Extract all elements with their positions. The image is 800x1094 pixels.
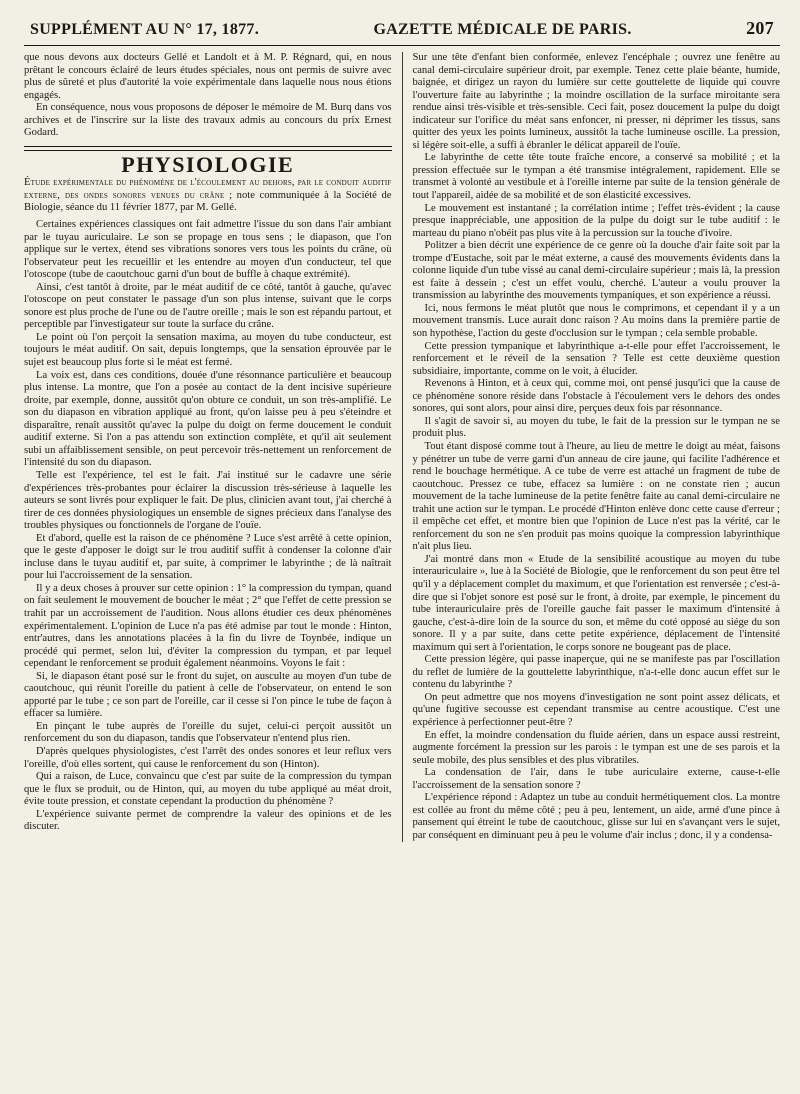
body-paragraph: D'après quelques physiologistes, c'est l'arrêt des ondes sonores et leur reflux vers l'oreille, d'où elles sortent, qui cause le renforcement du son (Hinton). — [24, 745, 392, 770]
section-divider — [24, 146, 392, 151]
body-paragraph: En pinçant le tube auprès de l'oreille du sujet, celui-ci perçoit aussitôt un renforcement du son du diapason, tandis que l'observateur n'entend plus rien. — [24, 720, 392, 745]
body-paragraph: Sur une tête d'enfant bien conformée, enlevez l'encéphale ; ouvrez une fenêtre au canal demi-circulaire supérieur droit, par exemple. Tenez cette plaie béante, humide, baignée, et dirigez un rayon du lumière sur cette gouttelette de liquide qui couvre l'ouverture faite au labyrinthe ; la moindre oscillation de la surface miroitante sera rendue ainsi très-visible et très-sensible. Ceci fait, posez doucement la pulpe du doigt indicateur sur l'orifice du méat sans enfoncer, ni presser, ni déprimer les tissus, sans quitter des yeux les points lumineux, aussitôt la tache lumineuse oscille. La pression, si légère soit-elle, a suffi à ébranler le délicat appareil de l'ouïe. — [412, 52, 780, 151]
body-paragraph: J'ai montré dans mon « Etude de la sensibilité acoustique au moyen du tube interauriculaire », lue à la Société de Biologie, que le renforcement du son peut être tel qu'il y a déplacement complet du maximum, et que l'orientation est renversée ; c'est-à-dire que si l'objet sonore est posé sur le front, à droite, par exemple, le pincement du tube interauriculaire près de l'oreille gauche fait passer le maximum d'intensité à gauche, c'est-à-dire loin de la source du son, et même du coté opposé au siége du son sonore. Il y a par suite, dans cette petite expérience, déplacement de l'intensité maximum qui sert à l'orientation, le corps sonore ne bougeant pas de place. — [412, 553, 780, 653]
left-body — [24, 219, 392, 834]
body-paragraph: En effet, la moindre condensation du fluide aérien, dans un espace aussi restreint, augmente forcément la pression sur les parois : le tympan est une de ses parois et la seule mobile, des plus sensibles et des plus vibratiles. — [412, 729, 780, 766]
body-paragraph: L'expérience suivante permet de comprendre la valeur des opinions et de les discuter. — [24, 808, 392, 833]
body-paragraph: On peut admettre que nos moyens d'investigation ne sont point assez délicats, et qu'une fugitive secousse est cependant transmise au centre acoustique. C'est une expérience à perfectionner peut-être ? — [412, 691, 780, 728]
body-paragraph: Revenons à Hinton, et à ceux qui, comme moi, ont pensé jusqu'ici que la cause de ce phénomène sonore réside dans l'obstacle à l'écoulement vers le dehors des ondes sonores, qui sont alors, pour ainsi dire, perçues deux fois par résonnance. — [412, 378, 780, 415]
header-supplement: SUPPLÉMENT AU N° 17, 1877. — [30, 21, 260, 38]
body-paragraph: Ainsi, c'est tantôt à droite, par le méat auditif de ce côté, tantôt à gauche, qu'avec l'otoscope on peut constater le passage d'un son plus intense, suivant que le corps sonore est plus proche de l'une ou de l'autre oreille ; mais le son est répandu partout, et perceptible par l'investigateur sur toute la surface du crâne. — [24, 281, 392, 331]
body-paragraph: Cette pression légère, qui passe inaperçue, qui ne se manifeste pas par l'oscillation du reflet de lumière de la gouttelette labyrinthique, n'a-t-elle donc aucun effet sur le contenu du labyrinthe ? — [412, 654, 780, 691]
body-paragraph: Qui a raison, de Luce, convaincu que c'est par suite de la compression du tympan que le flux se produit, ou de Hinton, qui, au moyen du tube appliqué au méat droit, évite toute pression, et constate cependant la production du phénomène ? — [24, 771, 392, 808]
article-title: Étude expérimentale du phénomène de l'écoulement au dehors, par le conduit auditif externe, des ondes sonores venues du crâne — [24, 177, 392, 201]
body-paragraph: Ici, nous fermons le méat plutôt que nous le comprimons, et cependant il y a un mouvement transmis. Luce aurait donc raison ? Au moins dans la première partie de son hypothèse, l'action du geste d'occlusion sur le tympan ; cela semble probable. — [412, 302, 780, 340]
body-paragraph: La voix est, dans ces conditions, douée d'une résonnance particulière et beaucoup plus intense. La montre, que l'on a posée au contact de la dent incisive supérieure droite, par exemple, donne, aussitôt qu'on obture ce conduit, un son très-amplifié. Le son du diapason en vibration appliqué au front, qu'on laisse peu à peu s'éteindre et disparaître, renaît aussitôt qu'avec la pulpe du doigt on ferme doucement le conduit auditif externe. Si l'on a pas attendu son extinction complète, et qu'il ait seulement subi un affaiblissement sensible, on peut percevoir très-nettement un renforcement de l'intensité du son du diapason. — [24, 369, 392, 469]
body-paragraph: Telle est l'expérience, tel est le fait. J'ai institué sur le cadavre une série d'expériences très-probantes pour éclairer la discussion très-sérieuse à laquelle les auteurs se sont livrés pour expliquer le fait. De plus, clinicien avant tout, j'ai cherché à tirer de ces données physiologiques un ensemble de signes précieux dans l'analyse des troubles physiques ou fonctionnels de l'organe de l'ouïe. — [24, 469, 392, 532]
article-title-note: ; note communiquée à la Société de Biologie, séance du 11 février 1877, par M. Gellé. — [24, 189, 392, 214]
right-column — [402, 52, 781, 842]
body-paragraph: Il s'agit de savoir si, au moyen du tube, le fait de la pression sur le tympan ne se produit plus. — [412, 415, 780, 440]
body-paragraph: Et d'abord, quelle est la raison de ce phénomène ? Luce s'est arrêté à cette opinion, que le geste d'apposer le doigt sur le trou auditif suffit à condenser la colonne d'air incluse dans le tuyau auditif et, par suite, à comprimer le labyrinthe ; de là naîtrait pour lui l'accroissement de la sensation. — [24, 532, 392, 582]
page-header — [24, 18, 780, 46]
body-paragraph: Tout étant disposé comme tout à l'heure, au lieu de mettre le doigt au méat, faisons y pénétrer un tube de verre garni d'un anneau de cire jaune, qui facilite l'adhérence et rend le bouchage hermétique. A ce tube de verre est attaché un fragment de tube de caoutchouc. Pressez ce tube, effacez sa lumière : on ne constate rien ; aucun mouvement de la tache lumineuse de la petite fenêtre faite au canal demi-circulaire ne trahit une action sur le tympan. Le procédé d'Hinton enlève donc cette cause d'erreur ; il empêche cet effet, et montre bien que l'opinion de Luce n'est pas la vérité, car le renforcement du son ne s'en produit pas moins quoique la compression labyrinthique n'ait plus lieu. — [412, 440, 780, 553]
body-paragraph: Certaines expériences classiques ont fait admettre l'issue du son dans l'air ambiant par le tuyau auriculaire. Le son se propage en tous sens ; le diapason, que l'on applique sur le vertex, étend ses vibrations sonores vers tous les points du crâne, où l'observateur peut les recueillir et les entendre au moyen d'un conducteur, tel que l'otoscope (tube de caoutchouc garni d'un bout de buffle à chaque extrémité). — [24, 219, 392, 281]
page-number: 207 — [746, 18, 774, 38]
body-paragraph: Si, le diapason étant posé sur le front du sujet, on ausculte au moyen d'un tube de caoutchouc, qui réunit l'oreille du patient à celle de l'observateur, on entend le son apporté par le tube ; ce son part de l'oreille, car il cesse si l'on pince le tube de façon à effacer sa lumière. — [24, 670, 392, 720]
body-paragraph: Cette pression tympanique et labyrinthique a-t-elle pour effet l'accroissement, le renforcement et le réveil de la sensation ? Telle est cette deuxième question subsidiaire, importante, comme on le voit, à élucider. — [412, 340, 780, 377]
body-paragraph: Le labyrinthe de cette tête toute fraîche encore, a conservé sa mobilité ; et la pression effectuée sur le tympan a été transmise intégralement, rapidement. Elle se transmet à volonté au vestibule et à l'oreille interne par suite de la tension générale de tout l'appareil, aidée de sa mobilité et de son élasticité excessives. — [412, 152, 780, 202]
header-journal-title: GAZETTE MÉDICALE DE PARIS. — [373, 21, 632, 38]
article-columns — [24, 52, 780, 842]
left-top-paragraph: que nous devons aux docteurs Gellé et Landolt et à M. P. Régnard, qui, en nous prêtant le concours éclairé de leurs études spéciales, nous ont permis de suivre avec plus de sûreté et plus d'autorité la voie expérimentale dans laquelle nous nous étions engagés. — [24, 52, 392, 101]
body-paragraph: Politzer a bien décrit une expérience de ce genre où la douche d'air faite soit par la trompe d'Eustache, soit par le méat externe, a causé des mouvements évidents dans la colonne liquide d'un tube vissé au canal demi-circulaire supérieur ; mais là, la pression est faite à dessein ; c'est un effet voulu, cherché. L'auteur a voulu prouver la transmission au labyrinthe des mouvements tympaniques, et son expérience a réussi. — [412, 240, 780, 302]
section-title: PHYSIOLOGIE — [121, 151, 295, 177]
left-column — [24, 52, 402, 842]
body-paragraph: L'expérience répond : Adaptez un tube au conduit hermétiquement clos. La montre est collée au front du même côté ; peu à peu, lentement, un aide, armé d'une pince à pansement qui étreint le tube de caoutchouc, glisse sur lui en s'avançant vers le sujet, par conséquent en diminuant peu à peu le volume d'air inclus ; donc, il y a condensa- — [412, 792, 780, 841]
left-top-paragraph: En conséquence, nous vous proposons de déposer le mémoire de M. Burq dans vos archives et de l'inscrire sur la liste des travaux admis au concours du prix Ernest Godard. — [24, 102, 392, 139]
body-paragraph: Il y a deux choses à prouver sur cette opinion : 1° la compression du tympan, quand on fait seulement le mouvement de boucher le méat ; 2° que l'effet de cette pression se trahit par un accroissement de l'audition. Nous allons étudier ces deux phénomènes expérimentalement. L'opinion de Luce n'a pas été admise par tout le monde : Hinton, entr'autres, dans les annotations placées à la fin du livre de Toynbée, indique un procédé qui permet, selon lui, d'éviter la compression du tympan, et par lequel cependant le renforcement se produit également néanmoins. Voyons le fait : — [24, 582, 392, 670]
body-paragraph: La condensation de l'air, dans le tube auriculaire externe, cause-t-elle l'accroissement de la sensation sonore ? — [412, 767, 780, 791]
article-heading — [24, 177, 392, 215]
body-paragraph: Le mouvement est instantané ; la corrélation intime ; l'effet très-évident ; la cause presque inappréciable, une apposition de la pulpe du doigt sur le tube auditif : le marteau du piano n'obéit pas plus vite à la percussion sur la touche d'ivoire. — [412, 202, 780, 239]
body-paragraph: Le point où l'on perçoit la sensation maxima, au moyen du tube conducteur, est toujours le méat auditif. On sait, depuis longtemps, que la sensation éprouvée par le sujet est beaucoup plus forte si le méat est fermé. — [24, 331, 392, 369]
